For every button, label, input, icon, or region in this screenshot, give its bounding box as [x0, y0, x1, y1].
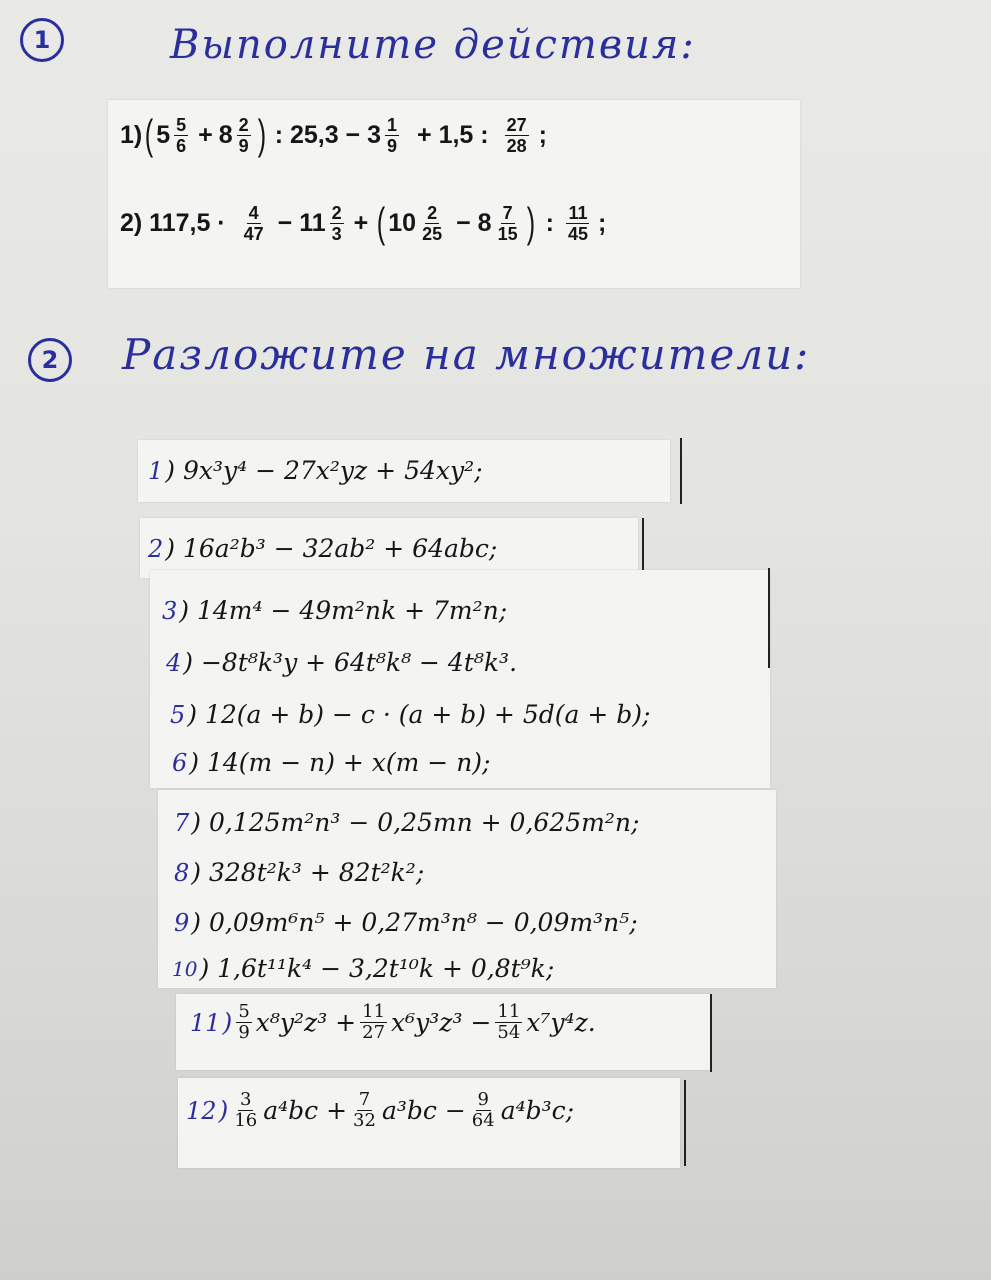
item-expression: ) 16a²b³ − 32ab² + 64abc;	[165, 534, 498, 563]
item-number: 11	[190, 1008, 221, 1037]
fraction	[242, 203, 266, 244]
factor-item-4	[166, 648, 517, 677]
term: x⁷y⁴z.	[526, 1008, 596, 1037]
denominator: 28	[506, 135, 527, 156]
fraction	[237, 115, 251, 156]
numerator: 7	[502, 202, 513, 223]
numerator: 2	[427, 202, 438, 223]
item-expression: ) 0,09m⁶n⁵ + 0,27m³n⁸ − 0,09m³n⁵;	[191, 908, 638, 937]
fraction	[420, 203, 444, 244]
item-number: 6	[172, 748, 188, 777]
item-number: 1	[148, 456, 164, 485]
fraction	[351, 1090, 378, 1131]
numerator: 2	[331, 202, 342, 223]
numerator: 1	[387, 114, 398, 135]
denominator: 64	[471, 1110, 495, 1131]
fraction	[496, 203, 520, 244]
terminator: ;	[538, 120, 547, 149]
paren-close: )	[257, 111, 266, 158]
paper-edge	[684, 1080, 686, 1166]
terminator: ;	[597, 208, 607, 237]
strip-2	[140, 518, 638, 578]
fraction	[360, 1002, 387, 1043]
item-number: 2	[148, 534, 164, 563]
fraction	[495, 1002, 522, 1043]
fraction	[330, 203, 344, 244]
denominator: 3	[331, 223, 342, 244]
numerator: 5	[176, 114, 187, 135]
operator: :	[545, 208, 554, 237]
factor-item-2	[148, 534, 497, 563]
factor-item-7	[174, 808, 639, 837]
task-label: 1)	[120, 120, 143, 149]
item-expression: ) 328t²k³ + 82t²k²;	[191, 858, 425, 887]
denominator: 9	[238, 135, 249, 156]
denominator: 54	[497, 1022, 521, 1043]
task-card-arithmetic	[108, 100, 800, 288]
expression-part: : 25,3 − 3	[274, 120, 382, 149]
factor-item-5	[170, 700, 650, 729]
expression-part: − 11	[277, 208, 326, 237]
section2-number: 2	[28, 338, 72, 382]
numerator: 11	[362, 1001, 386, 1022]
numerator: 27	[506, 114, 527, 135]
item-number: 9	[174, 908, 190, 937]
fraction	[505, 115, 529, 156]
item-number: 7	[174, 808, 190, 837]
factor-item-3	[162, 596, 507, 625]
section1-number: 1	[20, 18, 64, 62]
whole-part: 5	[156, 120, 171, 149]
arith-task-2	[120, 199, 607, 246]
paren-open: (	[145, 111, 154, 158]
denominator: 27	[362, 1022, 386, 1043]
term: a⁴bc +	[263, 1096, 348, 1125]
numerator: 2	[238, 114, 249, 135]
denominator: 47	[243, 223, 264, 244]
term: a³bc −	[381, 1096, 466, 1125]
item-number: 3	[162, 596, 178, 625]
denominator: 16	[234, 1110, 258, 1131]
whole-part: 10	[388, 208, 417, 237]
item-expression: ) 0,125m²n³ − 0,25mn + 0,625m²n;	[191, 808, 640, 837]
denominator: 25	[422, 223, 443, 244]
paren-close: )	[526, 199, 535, 246]
numerator: 3	[240, 1089, 252, 1110]
factor-item-12	[186, 1090, 574, 1131]
item-expression: ) 14m⁴ − 49m²nk + 7m²n;	[179, 596, 508, 625]
strip-6	[178, 1078, 680, 1168]
factor-item-10	[172, 954, 554, 983]
whole-part: 8	[218, 120, 233, 149]
strip-3	[150, 570, 770, 788]
numerator: 9	[477, 1089, 489, 1110]
item-number: 10	[172, 956, 198, 981]
item-number: 12	[186, 1096, 217, 1125]
expression-part: − 8	[456, 208, 492, 237]
item-expression: ) 12(a + b) − c · (a + b) + 5d(a + b);	[187, 700, 651, 729]
item-number: 8	[174, 858, 190, 887]
paren-open: (	[377, 199, 386, 246]
strip-5	[176, 994, 710, 1070]
arith-task-1	[120, 111, 547, 158]
operator: +	[353, 208, 369, 237]
numerator: 7	[358, 1089, 371, 1110]
paper-edge	[710, 994, 712, 1072]
strip-1	[138, 440, 670, 502]
item-paren: )	[222, 1008, 233, 1037]
fraction	[174, 115, 188, 156]
denominator: 9	[387, 135, 398, 156]
expression-part: + 1,5 :	[417, 120, 489, 149]
fraction	[232, 1090, 259, 1131]
denominator: 15	[497, 223, 518, 244]
numerator: 4	[248, 202, 259, 223]
denominator: 6	[176, 135, 187, 156]
paper-edge	[680, 438, 682, 504]
section2-title: Разложите на множители:	[122, 330, 811, 379]
fraction	[236, 1002, 251, 1043]
factor-item-8	[174, 858, 424, 887]
item-number: 5	[170, 700, 186, 729]
fraction	[470, 1090, 497, 1131]
factor-item-11	[190, 1002, 596, 1043]
item-expression: ) −8t⁸k³y + 64t⁸k⁸ − 4t⁸k³.	[183, 648, 518, 677]
fraction	[566, 203, 590, 244]
item-expression: ) 1,6t¹¹k⁴ − 3,2t¹⁰k + 0,8t⁹k;	[199, 954, 555, 983]
denominator: 32	[353, 1110, 376, 1131]
item-expression: ) 9x³y⁴ − 27x²yz + 54xy²;	[165, 456, 483, 485]
numerator: 11	[497, 1001, 521, 1022]
item-paren: )	[218, 1096, 229, 1125]
term: x⁸y²z³ +	[255, 1008, 357, 1037]
item-number: 4	[166, 648, 182, 677]
factor-item-6	[172, 748, 490, 777]
item-expression: ) 14(m − n) + x(m − n);	[189, 748, 491, 777]
numerator: 5	[238, 1001, 250, 1022]
task-label: 2) 117,5 ·	[120, 208, 226, 237]
paper-edge	[768, 568, 770, 668]
factor-item-1	[148, 456, 483, 485]
denominator: 45	[567, 223, 588, 244]
factor-item-9	[174, 908, 638, 937]
section1-title: Выполните действия:	[170, 22, 696, 68]
denominator: 9	[238, 1022, 250, 1043]
numerator: 11	[568, 202, 588, 223]
term: a⁴b³c;	[500, 1096, 575, 1125]
operator: +	[198, 120, 213, 149]
term: x⁶y³z³ −	[391, 1008, 492, 1037]
fraction	[385, 115, 399, 156]
strip-4	[158, 790, 776, 988]
